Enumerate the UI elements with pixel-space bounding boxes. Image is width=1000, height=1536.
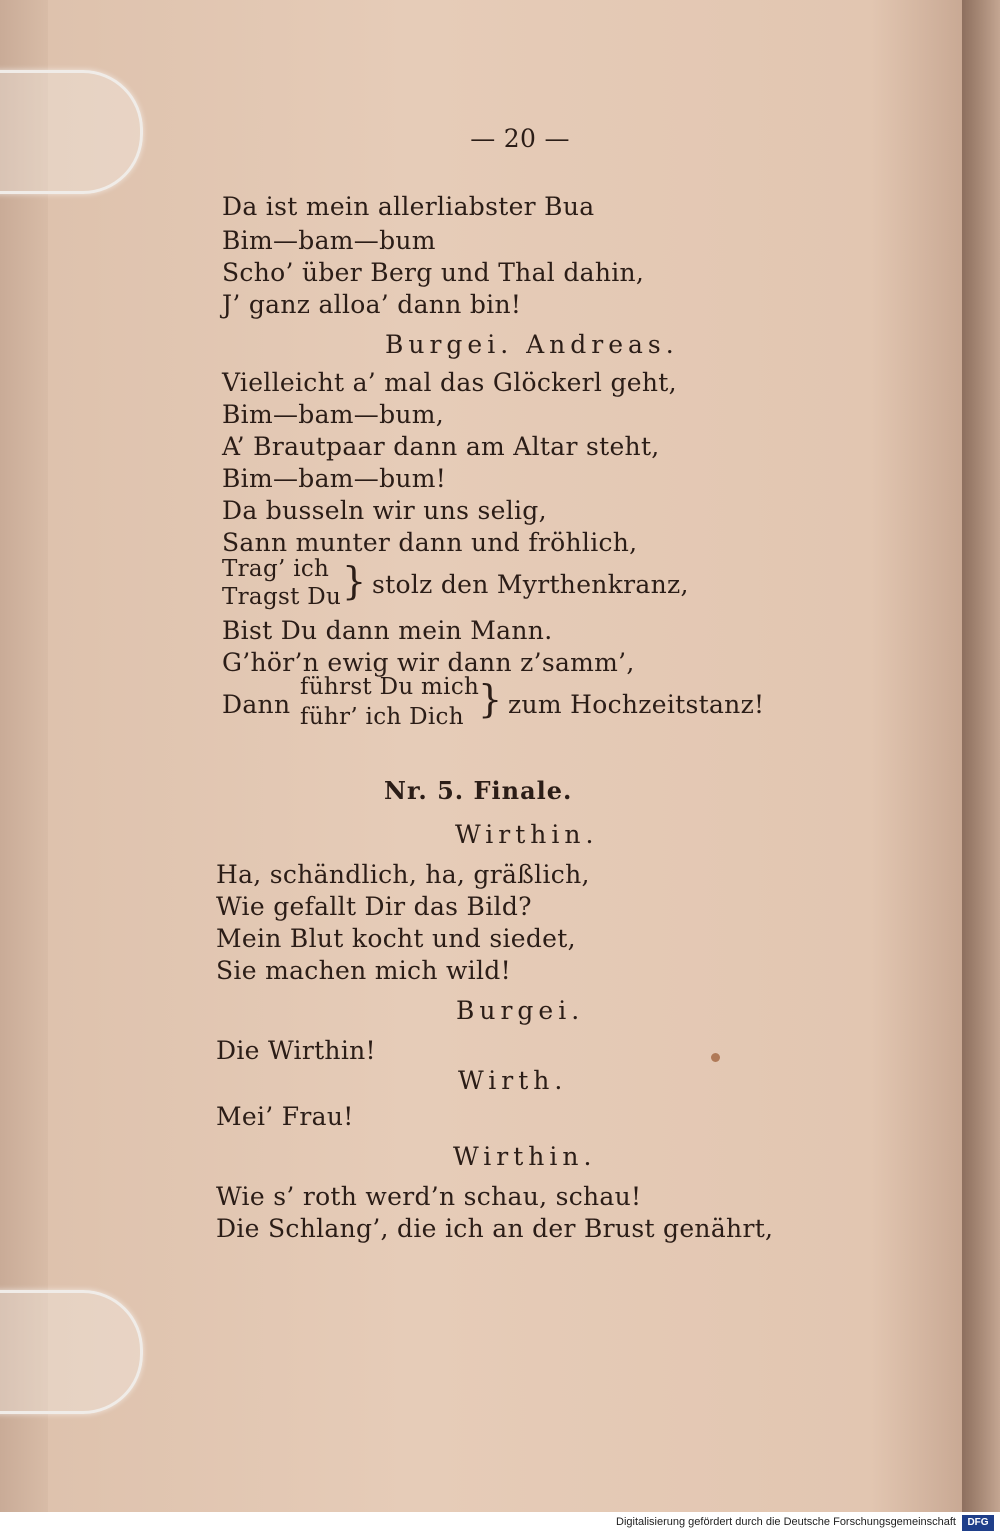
text-line: Ha, schändlich, ha, gräßlich, (216, 860, 590, 889)
text-line: Mei’ Frau! (216, 1102, 354, 1131)
split-line-a: Trag’ ich (222, 556, 330, 582)
footer-bar (0, 1512, 1000, 1536)
text-line: A’ Brautpaar dann am Altar steht, (222, 432, 660, 461)
split-line-b: führ’ ich Dich (300, 704, 464, 730)
text-line: Bim—bam—bum, (222, 400, 445, 429)
text-line: Bim—bam—bum! (222, 464, 447, 493)
text-line: Bist Du dann mein Mann. (222, 616, 553, 645)
book-page (48, 0, 962, 1512)
text-line: Sann munter dann und fröhlich, (222, 528, 638, 557)
text-line: Wie s’ roth werd’n schau, schau! (216, 1182, 642, 1211)
speaker-label: Wirth. (458, 1066, 568, 1095)
book-spine-shadow (962, 0, 1000, 1512)
text-line: Die Wirthin! (216, 1036, 376, 1065)
text-line: stolz den Myrthenkranz, (372, 570, 689, 599)
split-line-a: führst Du mich (300, 674, 480, 700)
text-line: Die Schlang’, die ich an der Brust genährt, (216, 1214, 774, 1243)
speaker-label: Wirthin. (455, 820, 599, 849)
page-clip-bottom (0, 1290, 143, 1414)
text-line: Mein Blut kocht und siedet, (216, 924, 576, 953)
text-line: G’hör’n ewig wir dann z’samm’, (222, 648, 635, 677)
text-line: Bim—bam—bum (222, 226, 436, 255)
page-clip-top (0, 70, 143, 194)
section-title: Nr. 5. Finale. (384, 776, 573, 805)
text-line: Vielleicht a’ mal das Glöckerl geht, (222, 368, 677, 397)
left-page-edge (0, 0, 49, 1512)
text-line: Da busseln wir uns selig, (222, 496, 547, 525)
speaker-label: Burgei. Andreas. (385, 330, 679, 359)
text-line: Sie machen mich wild! (216, 956, 511, 985)
text-line: J’ ganz alloa’ dann bin! (222, 290, 522, 319)
text-line: Scho’ über Berg und Thal dahin, (222, 258, 645, 287)
speaker-label: Wirthin. (453, 1142, 597, 1171)
dfg-logo-icon: DFG (962, 1515, 994, 1531)
ink-spot (711, 1053, 720, 1062)
page-number: — 20 — (470, 124, 570, 153)
brace-mark: } (478, 677, 503, 721)
text-line: Wie gefallt Dir das Bild? (216, 892, 532, 921)
text-line: Da ist mein allerliabster Bua (222, 192, 595, 221)
speaker-label: Burgei. (456, 996, 585, 1025)
brace-mark: } (342, 559, 367, 603)
text-line: Dann (222, 690, 291, 719)
split-line-b: Tragst Du (222, 584, 342, 610)
text-line: zum Hochzeitstanz! (508, 690, 765, 719)
footer-text: Digitalisierung gefördert durch die Deutsche Forschungsgemeinschaft (616, 1516, 956, 1528)
